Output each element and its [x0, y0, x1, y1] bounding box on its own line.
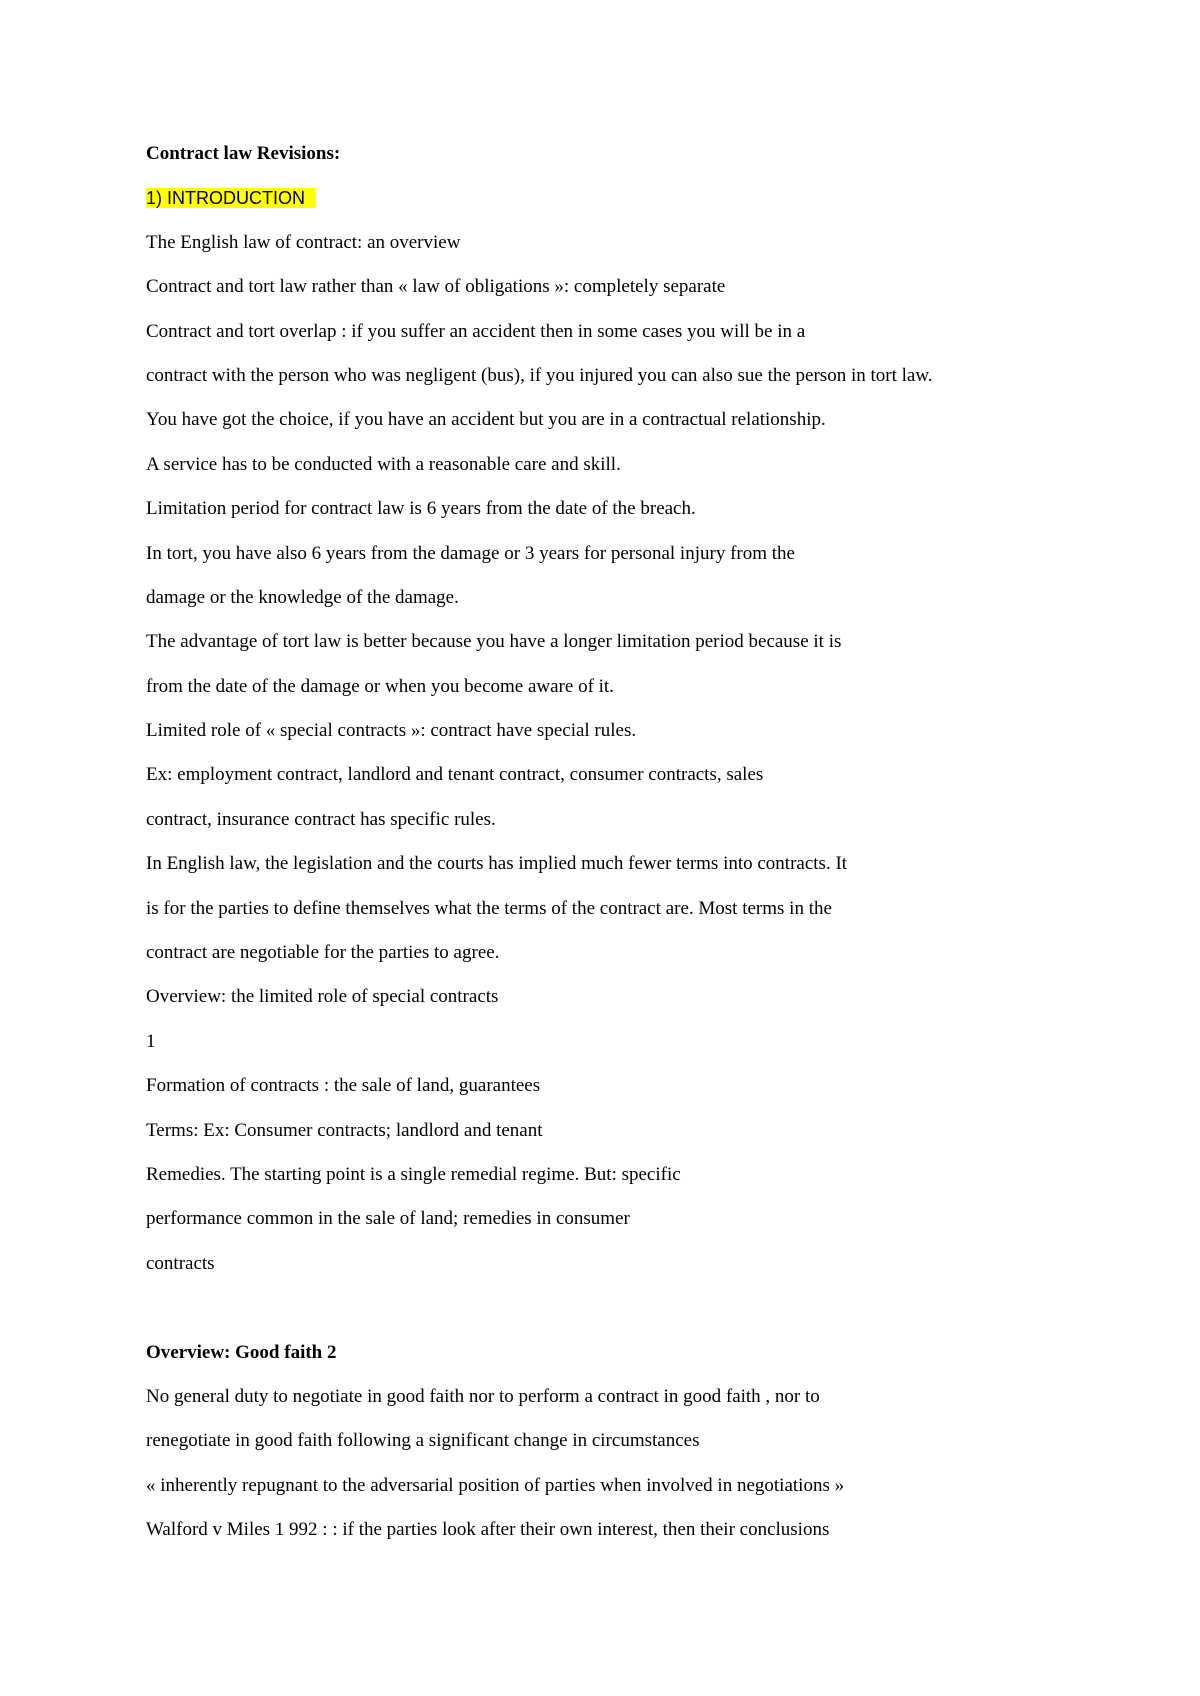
text-line: Contract and tort overlap : if you suffer an accident then in some cases you will be in a: [146, 320, 806, 342]
text-line: Walford v Miles 1 992 : : if the parties look after their own interest, then their conclusions: [146, 1519, 830, 1541]
text-line: Terms: Ex: Consumer contracts; landlord and tenant: [146, 1119, 543, 1141]
subheading-good-faith: Overview: Good faith 2: [146, 1341, 337, 1363]
blank-line: [146, 1295, 1066, 1339]
text-line: In English law, the legislation and the courts has implied much fewer terms into contracts. It: [146, 853, 848, 875]
document-body: [146, 141, 1066, 1562]
text-line: Limited role of « special contracts »: contract have special rules.: [146, 720, 637, 742]
document-title: Contract law Revisions:: [146, 143, 341, 164]
text-line: damage or the knowledge of the damage.: [146, 586, 459, 608]
text-line: contract are negotiable for the parties to agree.: [146, 942, 500, 964]
text-line: You have got the choice, if you have an accident but you are in a contractual relationship.: [146, 409, 826, 431]
text-line: A service has to be conducted with a reasonable care and skill.: [146, 453, 621, 475]
text-line: The advantage of tort law is better because you have a longer limitation period because it is: [146, 631, 842, 653]
text-line: renegotiate in good faith following a significant change in circumstances: [146, 1430, 700, 1452]
text-line: The English law of contract: an overview: [146, 231, 461, 253]
paragraph-group-good-faith: [146, 1384, 1066, 1562]
text-line: contracts: [146, 1252, 215, 1274]
text-line: contract, insurance contract has specific rules.: [146, 808, 496, 830]
text-line: performance common in the sale of land; remedies in consumer: [146, 1208, 630, 1230]
text-line: from the date of the damage or when you become aware of it.: [146, 675, 614, 697]
text-line: Formation of contracts : the sale of land, guarantees: [146, 1075, 541, 1097]
text-line: Contract and tort law rather than « law of obligations »: completely separate: [146, 276, 726, 298]
paragraph-group-introduction: [146, 230, 1066, 1295]
text-line: In tort, you have also 6 years from the damage or 3 years for personal injury from the: [146, 542, 795, 564]
text-line: contract with the person who was negligent (bus), if you injured you can also sue the person in tort law.: [146, 364, 933, 386]
text-line: Remedies. The starting point is a single remedial regime. But: specific: [146, 1163, 681, 1185]
section-heading-line: [146, 185, 1066, 229]
text-line: « inherently repugnant to the adversarial position of parties when involved in negotiations »: [146, 1474, 845, 1496]
text-line: is for the parties to define themselves what the terms of the contract are. Most terms in the: [146, 897, 832, 919]
text-line: 1: [146, 1030, 156, 1052]
text-line: No general duty to negotiate in good faith nor to perform a contract in good faith , nor to: [146, 1385, 820, 1407]
text-line: Overview: the limited role of special contracts: [146, 986, 499, 1008]
text-line: Ex: employment contract, landlord and tenant contract, consumer contracts, sales: [146, 764, 764, 786]
text-line: Limitation period for contract law is 6 years from the date of the breach.: [146, 498, 696, 520]
section-heading-highlighted: 1) INTRODUCTION: [146, 188, 315, 208]
